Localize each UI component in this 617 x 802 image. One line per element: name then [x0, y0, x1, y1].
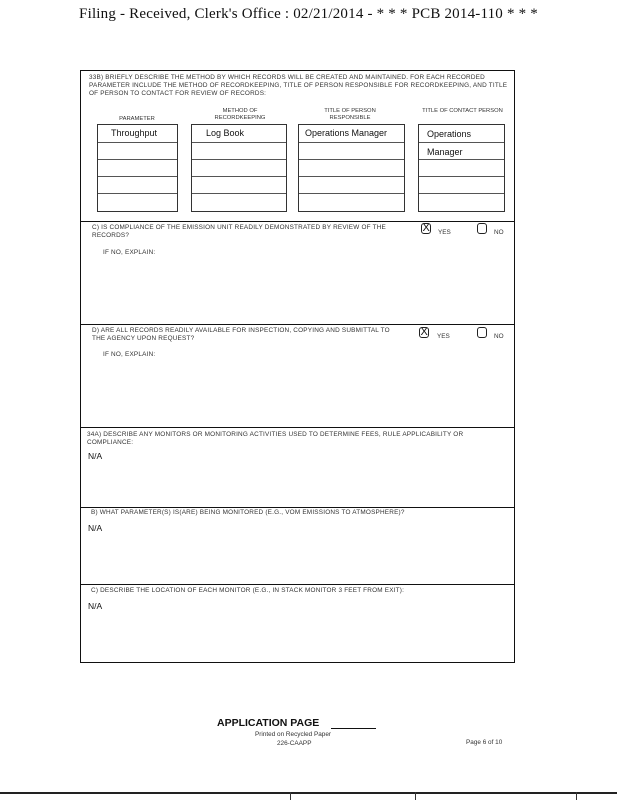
- yes-checkbox-33c[interactable]: [421, 223, 431, 234]
- scan-tick: [290, 792, 291, 800]
- header-responsible: TITLE OF PERSON RESPONSIBLE: [324, 108, 376, 121]
- answer-34b[interactable]: N/A: [88, 523, 103, 533]
- scan-tick: [415, 792, 416, 800]
- yes-checkbox-33d[interactable]: [419, 327, 429, 338]
- explain-33d: IF NO, EXPLAIN:: [103, 351, 156, 358]
- header-method: METHOD OF RECORDKEEPING: [214, 108, 266, 121]
- no-label-33d: NO: [494, 333, 504, 340]
- question-34a: 34A) DESCRIBE ANY MONITORS OR MONITORING ACTIVITIES USED TO DETERMINE FEES, RULE APPLICABILITY OR COMPLIANCE:: [87, 431, 464, 446]
- entry-responsible[interactable]: Operations Manager: [305, 128, 388, 138]
- explain-33c: IF NO, EXPLAIN:: [103, 249, 156, 256]
- question-33d: D) ARE ALL RECORDS READILY AVAILABLE FOR INSPECTION, COPYING AND SUBMITTAL TO THE AGENCY UPON REQUEST?: [92, 327, 390, 342]
- entry-parameter[interactable]: Throughput: [111, 128, 158, 138]
- question-34c: C) DESCRIBE THE LOCATION OF EACH MONITOR (E.G., IN STACK MONITOR 3 FEET FROM EXIT):: [91, 587, 405, 594]
- scan-tick: [576, 792, 577, 800]
- no-checkbox-33c[interactable]: [477, 223, 487, 234]
- divider-33d: [80, 324, 515, 325]
- entry-contact-line2[interactable]: Manager: [427, 147, 463, 157]
- yes-label-33d: YES: [437, 333, 450, 340]
- divider-34c: [80, 584, 515, 585]
- footer-title: APPLICATION PAGE: [217, 717, 320, 729]
- header-parameter: PARAMETER: [119, 116, 155, 122]
- divider-33c: [80, 221, 515, 222]
- footer-page: Page 6 of 10: [466, 739, 503, 746]
- answer-34c[interactable]: N/A: [88, 601, 103, 611]
- no-label-33c: NO: [494, 229, 504, 236]
- question-33c: C) IS COMPLIANCE OF THE EMISSION UNIT READILY DEMONSTRATED BY REVIEW OF THE RECORDS?: [92, 224, 386, 239]
- footer-form: 226-CAAPP: [277, 740, 312, 747]
- header-contact: TITLE OF CONTACT PERSON: [422, 108, 503, 114]
- check-mark-icon: X: [420, 326, 428, 338]
- page-number-line: [331, 728, 376, 729]
- entry-contact-line1[interactable]: Operations: [427, 129, 472, 139]
- check-mark-icon: X: [422, 222, 430, 234]
- scan-edge: [0, 792, 617, 802]
- filing-stamp: Filing - Received, Clerk's Office : 02/21/2014 - * * * PCB 2014-110 * * *: [79, 6, 538, 22]
- yes-label-33c: YES: [438, 229, 451, 236]
- divider-34a: [80, 427, 515, 428]
- footer-printed: Printed on Recycled Paper: [255, 731, 332, 738]
- question-34b: B) WHAT PARAMETER(S) IS(ARE) BEING MONITORED (E.G., VOM EMISSIONS TO ATMOSPHERE)?: [91, 509, 405, 516]
- entry-method[interactable]: Log Book: [206, 128, 245, 138]
- divider-34b: [80, 507, 515, 508]
- answer-34a[interactable]: N/A: [88, 451, 103, 461]
- no-checkbox-33d[interactable]: [477, 327, 487, 338]
- question-33b: 33B) BRIEFLY DESCRIBE THE METHOD BY WHICH RECORDS WILL BE CREATED AND MAINTAINED. FOR EACH RECORDED PARAMETER INCLUDE THE METHOD OF RECORDKEEPING, TITLE OF PERSON RESPONSIBLE FOR RECORDKEEPING, AND TITLE OF PERSON TO CONTACT FOR REVIEW OF RECORDS:: [89, 74, 508, 97]
